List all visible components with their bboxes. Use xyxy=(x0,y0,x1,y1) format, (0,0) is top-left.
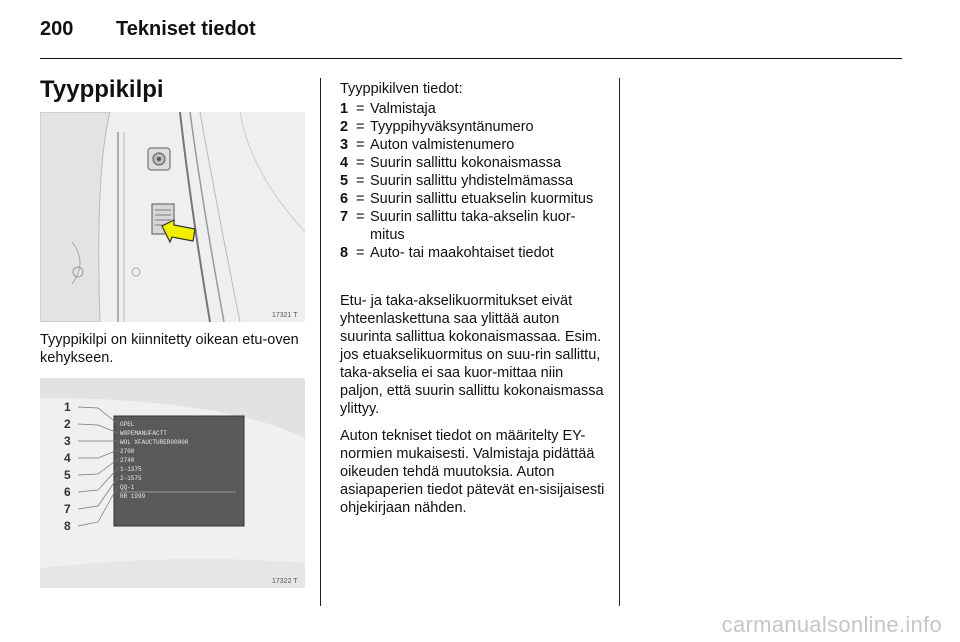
legend-number: 5 xyxy=(340,173,349,189)
callout-2: 2 xyxy=(64,417,71,431)
body-text xyxy=(340,292,608,526)
column-divider xyxy=(320,78,321,606)
legend-title: Tyyppikilven tiedot: xyxy=(340,81,463,97)
header-rule xyxy=(40,58,902,59)
callout-5: 5 xyxy=(64,468,71,482)
plate-line: QQ-1 xyxy=(120,484,135,491)
chapter-title: Tekniset tiedot xyxy=(116,18,256,40)
plate-line: RR 1999 xyxy=(120,493,146,500)
legend-text: Auton valmistenumero xyxy=(370,137,515,153)
section-title: Tyyppikilpi xyxy=(40,76,164,103)
plate-line: WOL XFAUCTURER00000 xyxy=(120,439,189,446)
legend-number: 1 xyxy=(340,101,349,117)
plate-legend xyxy=(340,100,610,262)
legend-text: Valmistaja xyxy=(370,101,436,117)
callout-1: 1 xyxy=(64,400,71,414)
callout-4: 4 xyxy=(64,451,71,465)
callout-7: 7 xyxy=(64,502,71,516)
legend-number: 7 xyxy=(340,209,349,225)
legend-item: 7 = Suurin sallittu taka-akselin kuor-mitus xyxy=(340,208,610,244)
door-frame-illustration xyxy=(40,112,305,322)
plate-line: 1-1375 xyxy=(120,466,142,473)
plate-line: 2740 xyxy=(120,457,135,464)
legend-number: 3 xyxy=(340,137,349,153)
figure-caption: Tyyppikilpi on kiinnitetty oikean etu-oven kehykseen. xyxy=(40,332,299,366)
legend-text: Suurin sallittu yhdistelmämassa xyxy=(370,173,574,189)
legend-item: 8 = Auto- tai maakohtaiset tiedot xyxy=(340,244,610,262)
plate-line: 2-1575 xyxy=(120,475,142,482)
legend-text: Auto- tai maakohtaiset tiedot xyxy=(370,245,554,261)
legend-number: 6 xyxy=(340,191,349,207)
column-divider xyxy=(619,78,620,606)
figure-reference: 17322 T xyxy=(272,578,298,585)
type-plate-illustration xyxy=(40,378,305,588)
paragraph: Auton tekniset tiedot on määritelty EY-normien mukaisesti. Valmistaja pidättää oikeuden tehdä muutoksia. Auton asiapaperien tiedot pätevät en-sisijaisesti ohjekirjaan nähden. xyxy=(340,428,605,516)
legend-number: 2 xyxy=(340,119,349,135)
legend-item: 6 = Suurin sallittu etuakselin kuormitus xyxy=(340,190,610,208)
plate-line: W0PEMANUFACTT xyxy=(120,430,167,437)
plate-line: 2700 xyxy=(120,448,135,455)
paragraph: Etu- ja taka-akselikuormitukset eivät yhteenlaskettuna saa ylittää auton suurinta sallittua kokonaismassaa. Esim. jos etuakselikuormitus on suu-rin sallittu, taka-akselia ei saa kuor-mittaa niin paljon, että suurin sallittu kokonaismassa ylittyy. xyxy=(340,293,604,417)
legend-item: 1 = Valmistaja xyxy=(340,100,610,118)
legend-item: 3 = Auton valmistenumero xyxy=(340,136,610,154)
legend-text: Suurin sallittu kokonaismassa xyxy=(370,155,562,171)
legend-text: Suurin sallittu taka-akselin kuor-mitus xyxy=(370,209,576,243)
callout-6: 6 xyxy=(64,485,71,499)
legend-item: 2 = Tyyppihyväksyntänumero xyxy=(340,118,610,136)
callout-3: 3 xyxy=(64,434,71,448)
plate-line: OPEL xyxy=(120,421,135,428)
legend-text: Suurin sallittu etuakselin kuormitus xyxy=(370,191,594,207)
legend-item: 5 = Suurin sallittu yhdistelmämassa xyxy=(340,172,610,190)
legend-text: Tyyppihyväksyntänumero xyxy=(370,119,534,135)
legend-number: 4 xyxy=(340,155,349,171)
callout-8: 8 xyxy=(64,519,71,533)
figure-reference: 17321 T xyxy=(272,312,298,319)
legend-item: 4 = Suurin sallittu kokonaismassa xyxy=(340,154,610,172)
legend-number: 8 xyxy=(340,245,349,261)
page-number: 200 xyxy=(40,18,74,40)
watermark: carmanualsonline.info xyxy=(721,612,942,637)
